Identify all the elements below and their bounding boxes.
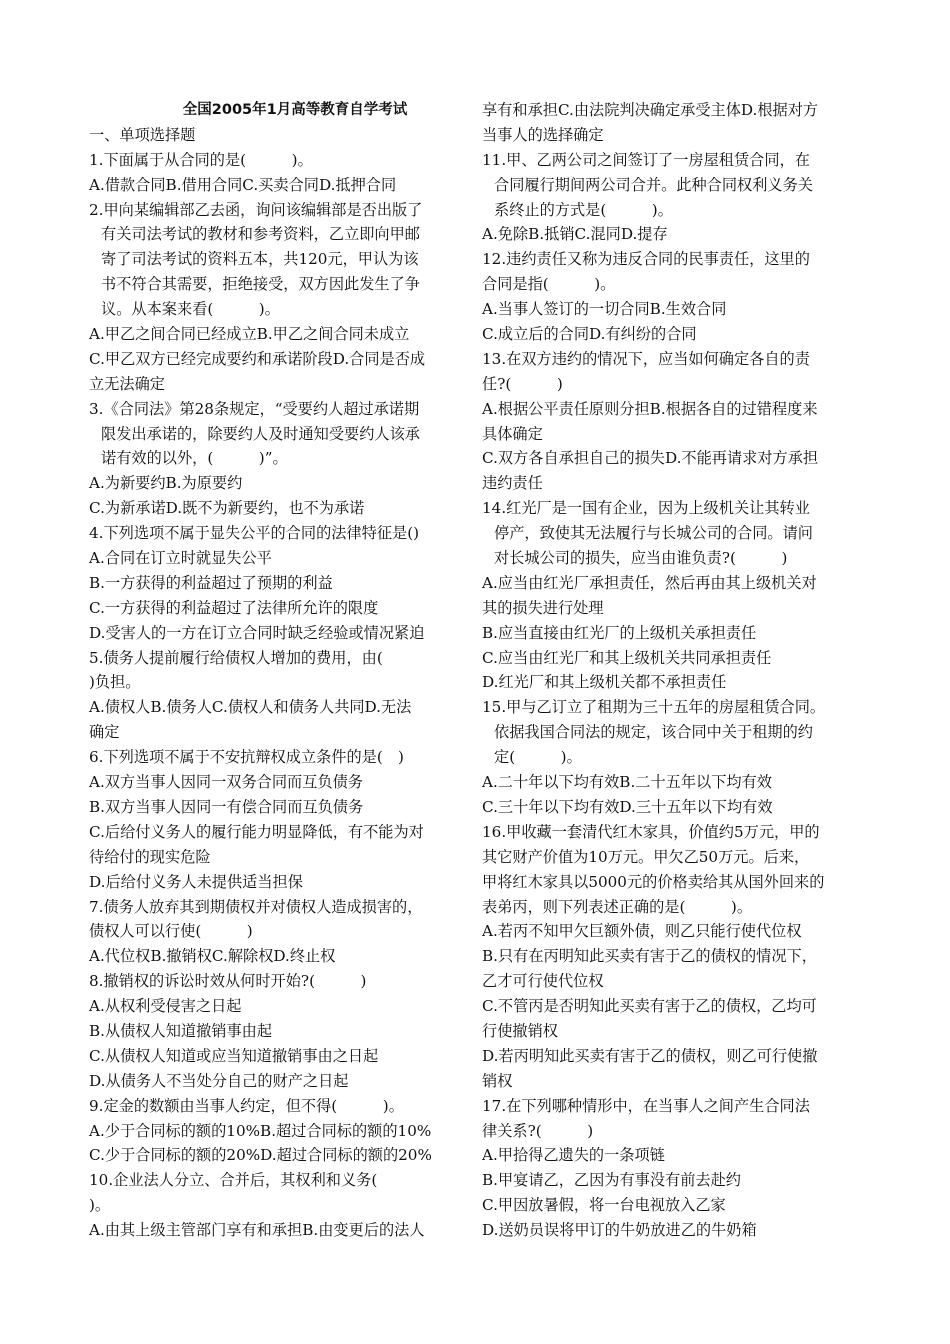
text-line: A.从权利受侵害之日起 — [89, 997, 242, 1016]
right-column-lines — [482, 98, 874, 1243]
text-line: C.不管丙是否明知此买卖有害于乙的债权，乙均可 — [482, 997, 817, 1016]
text-line: 13.在双方违约的情况下，应当如何确定各自的责 — [482, 349, 810, 368]
text-line: B.甲宴请乙，乙因为有事没有前去赴约 — [482, 1171, 741, 1190]
text-line: 当事人的选择确定 — [482, 125, 604, 144]
text-line: A.甲乙之间合同已经成立B.甲乙之间合同未成立 — [89, 325, 410, 344]
text-line: )。 — [89, 1196, 111, 1215]
text-line: 甲将红木家具以5000元的价格卖给其从国外回来的 — [482, 872, 825, 891]
text-line: 一、单项选择题 — [89, 125, 196, 144]
text-line: C.从债权人知道或应当知道撤销事由之日起 — [89, 1046, 379, 1065]
text-line: 议。从本案来看( )。 — [101, 300, 280, 319]
text-line: 10.企业法人分立、合并后，其权利和义务( — [89, 1171, 378, 1190]
text-line: 6.下列选项不属于不安抗辩权成立条件的是( ) — [89, 748, 404, 767]
text-line: )负担。 — [89, 673, 141, 692]
text-line: 17.在下列哪种情形中，在当事人之间产生合同法 — [482, 1096, 810, 1115]
text-line: 3.《合同法》第28条规定，“受要约人超过承诺期 — [89, 399, 420, 418]
text-line: D.送奶员误将甲订的牛奶放进乙的牛奶箱 — [482, 1221, 757, 1240]
text-line: 销权 — [482, 1071, 513, 1090]
text-line: B.一方获得的利益超过了预期的利益 — [89, 573, 333, 592]
text-line: A.代位权B.撤销权C.解除权D.终止权 — [89, 947, 336, 966]
text-line: B.双方当事人因同一有偿合同而互负债务 — [89, 797, 364, 816]
text-line: A.合同在订立时就显失公平 — [89, 549, 272, 568]
text-line: 任?( ) — [482, 374, 563, 393]
text-line: D.从债务人不当处分自己的财产之日起 — [89, 1071, 349, 1090]
text-line: 4.下列选项不属于显失公平的合同的法律特征是() — [89, 524, 420, 543]
text-line: 享有和承担C.由法院判决确定承受主体D.根据对方 — [482, 101, 819, 119]
text-line: A.债权人B.债务人C.债权人和债务人共同D.无法 — [89, 698, 412, 717]
text-line: A.根据公平责任原则分担B.根据各自的过错程度来 — [482, 399, 818, 418]
text-line: B.只有在丙明知此买卖有害于乙的债权的情况下， — [482, 947, 817, 966]
text-line: 有关司法考试的教材和参考资料，乙立即向甲邮 — [101, 225, 420, 244]
text-line: 1.下面属于从合同的是( )。 — [89, 150, 313, 169]
text-line: 行使撤销权 — [482, 1021, 558, 1040]
text-line: 9.定金的数额由当事人约定，但不得( )。 — [89, 1096, 404, 1115]
text-line: A.当事人签订的一切合同B.生效合同 — [482, 300, 727, 319]
text-line: 8.撤销权的诉讼时效从何时开始?( ) — [89, 972, 367, 991]
text-line: B.应当直接由红光厂的上级机关承担责任 — [482, 623, 757, 642]
right-column — [482, 98, 874, 1243]
text-line: C.甲乙双方已经完成要约和承诺阶段D.合同是否成 — [89, 349, 426, 368]
text-line: 合同是指( )。 — [482, 275, 616, 294]
text-line: A.由其上级主管部门享有和承担B.由变更后的法人 — [89, 1221, 425, 1240]
text-line: 立无法确定 — [89, 374, 165, 393]
text-line: 定( )。 — [494, 748, 582, 767]
text-line: 2.甲向某编辑部乙去函，询问该编辑部是否出版了 — [89, 200, 423, 219]
text-line: 其它财产价值为10万元。甲欠乙50万元。后来， — [482, 847, 810, 866]
text-line: A.若丙不知甲欠巨额外债，则乙只能行使代位权 — [482, 922, 802, 941]
text-line: 合同履行期间两公司合并。此种合同权利义务关 — [494, 175, 813, 194]
text-line: A.为新要约B.为原要约 — [89, 474, 243, 493]
text-line: C.成立后的合同D.有纠纷的合同 — [482, 325, 697, 344]
text-line: D.红光厂和其上级机关都不承担责任 — [482, 673, 727, 692]
text-line: C.三十年以下均有效D.三十五年以下均有效 — [482, 797, 773, 816]
text-line: B.从债权人知道撤销事由起 — [89, 1021, 273, 1040]
text-line: C.为新承诺D.既不为新要约，也不为承诺 — [89, 499, 365, 518]
text-line: 12.违约责任又称为违反合同的民事责任，这里的 — [482, 250, 810, 269]
text-line: 11.甲、乙两公司之间签订了一房屋租赁合同，在 — [482, 150, 810, 169]
text-line: 表弟丙，则下列表述正确的是( )。 — [482, 897, 753, 916]
text-line: 待给付的现实危险 — [89, 847, 211, 866]
document-title: 全国2005年1月高等教育自学考试 — [182, 102, 408, 118]
text-line: 限发出承诺的，除要约人及时通知受要约人该承 — [101, 424, 420, 443]
text-line: A.应当由红光厂承担责任，然后再由其上级机关对 — [482, 573, 817, 592]
text-line: A.二十年以下均有效B.二十五年以下均有效 — [482, 773, 772, 792]
text-line: 寄了司法考试的资料五本，共120元，甲认为该 — [101, 250, 419, 269]
text-line: 系终止的方式是( )。 — [494, 200, 673, 219]
text-line: 停产，致使其无法履行与长城公司的合同。请问 — [494, 524, 813, 543]
text-line: C.后给付义务人的履行能力明显降低，有不能为对 — [89, 822, 424, 841]
text-line: 具体确定 — [482, 424, 543, 443]
text-line: 对长城公司的损失，应当由谁负责?( ) — [494, 549, 788, 568]
text-line: 债权人可以行使( ) — [89, 922, 253, 941]
text-line: 违约责任 — [482, 474, 543, 493]
text-line: 律关系?( ) — [482, 1121, 594, 1140]
text-line: D.后给付义务人未提供适当担保 — [89, 872, 303, 891]
text-line: A.甲拾得乙遗失的一条项链 — [482, 1146, 665, 1165]
text-line: 依据我国合同法的规定，该合同中关于租期的约 — [494, 723, 813, 742]
text-line: 确定 — [89, 723, 120, 742]
text-line: C.一方获得的利益超过了法律所允许的限度 — [89, 598, 379, 617]
text-line: D.受害人的一方在订立合同时缺乏经验或情况紧迫 — [89, 623, 425, 642]
text-line: 乙才可行使代位权 — [482, 972, 604, 991]
left-column — [89, 98, 479, 1243]
text-line: 5.债务人提前履行给债权人增加的费用，由( — [89, 648, 383, 667]
text-line: 诺有效的以外，( )”。 — [101, 449, 288, 468]
text-line: 15.甲与乙订立了租期为三十五年的房屋租赁合同。 — [482, 698, 826, 717]
text-line: A.双方当事人因同一双务合同而互负债务 — [89, 773, 363, 792]
text-line: D.若丙明知此买卖有害于乙的债权，则乙可行使撤 — [482, 1046, 818, 1065]
text-line: C.双方各自承担自己的损失D.不能再请求对方承担 — [482, 449, 819, 468]
text-line: A.借款合同B.借用合同C.买卖合同D.抵押合同 — [89, 175, 397, 194]
text-line: C.应当由红光厂和其上级机关共同承担责任 — [482, 648, 772, 667]
text-line: 7.债务人放弃其到期债权并对债权人造成损害的， — [89, 897, 423, 916]
text-line: A.少于合同标的额的10%B.超过合同标的额的10% — [89, 1121, 432, 1140]
text-line: C.甲因放暑假，将一台电视放入乙家 — [482, 1196, 726, 1215]
text-line: 14.红光厂是一国有企业，因为上级机关让其转业 — [482, 499, 810, 518]
text-line: 16.甲收藏一套清代红木家具，价值约5万元，甲的 — [482, 822, 820, 841]
text-line: 其的损失进行处理 — [482, 598, 604, 617]
text-line: A.免除B.抵销C.混同D.提存 — [482, 225, 668, 244]
text-line: C.少于合同标的额的20%D.超过合同标的额的20% — [89, 1146, 432, 1165]
left-column-lines — [89, 123, 479, 1243]
text-line: 书不符合其需要，拒绝接受，双方因此发生了争 — [101, 275, 420, 294]
